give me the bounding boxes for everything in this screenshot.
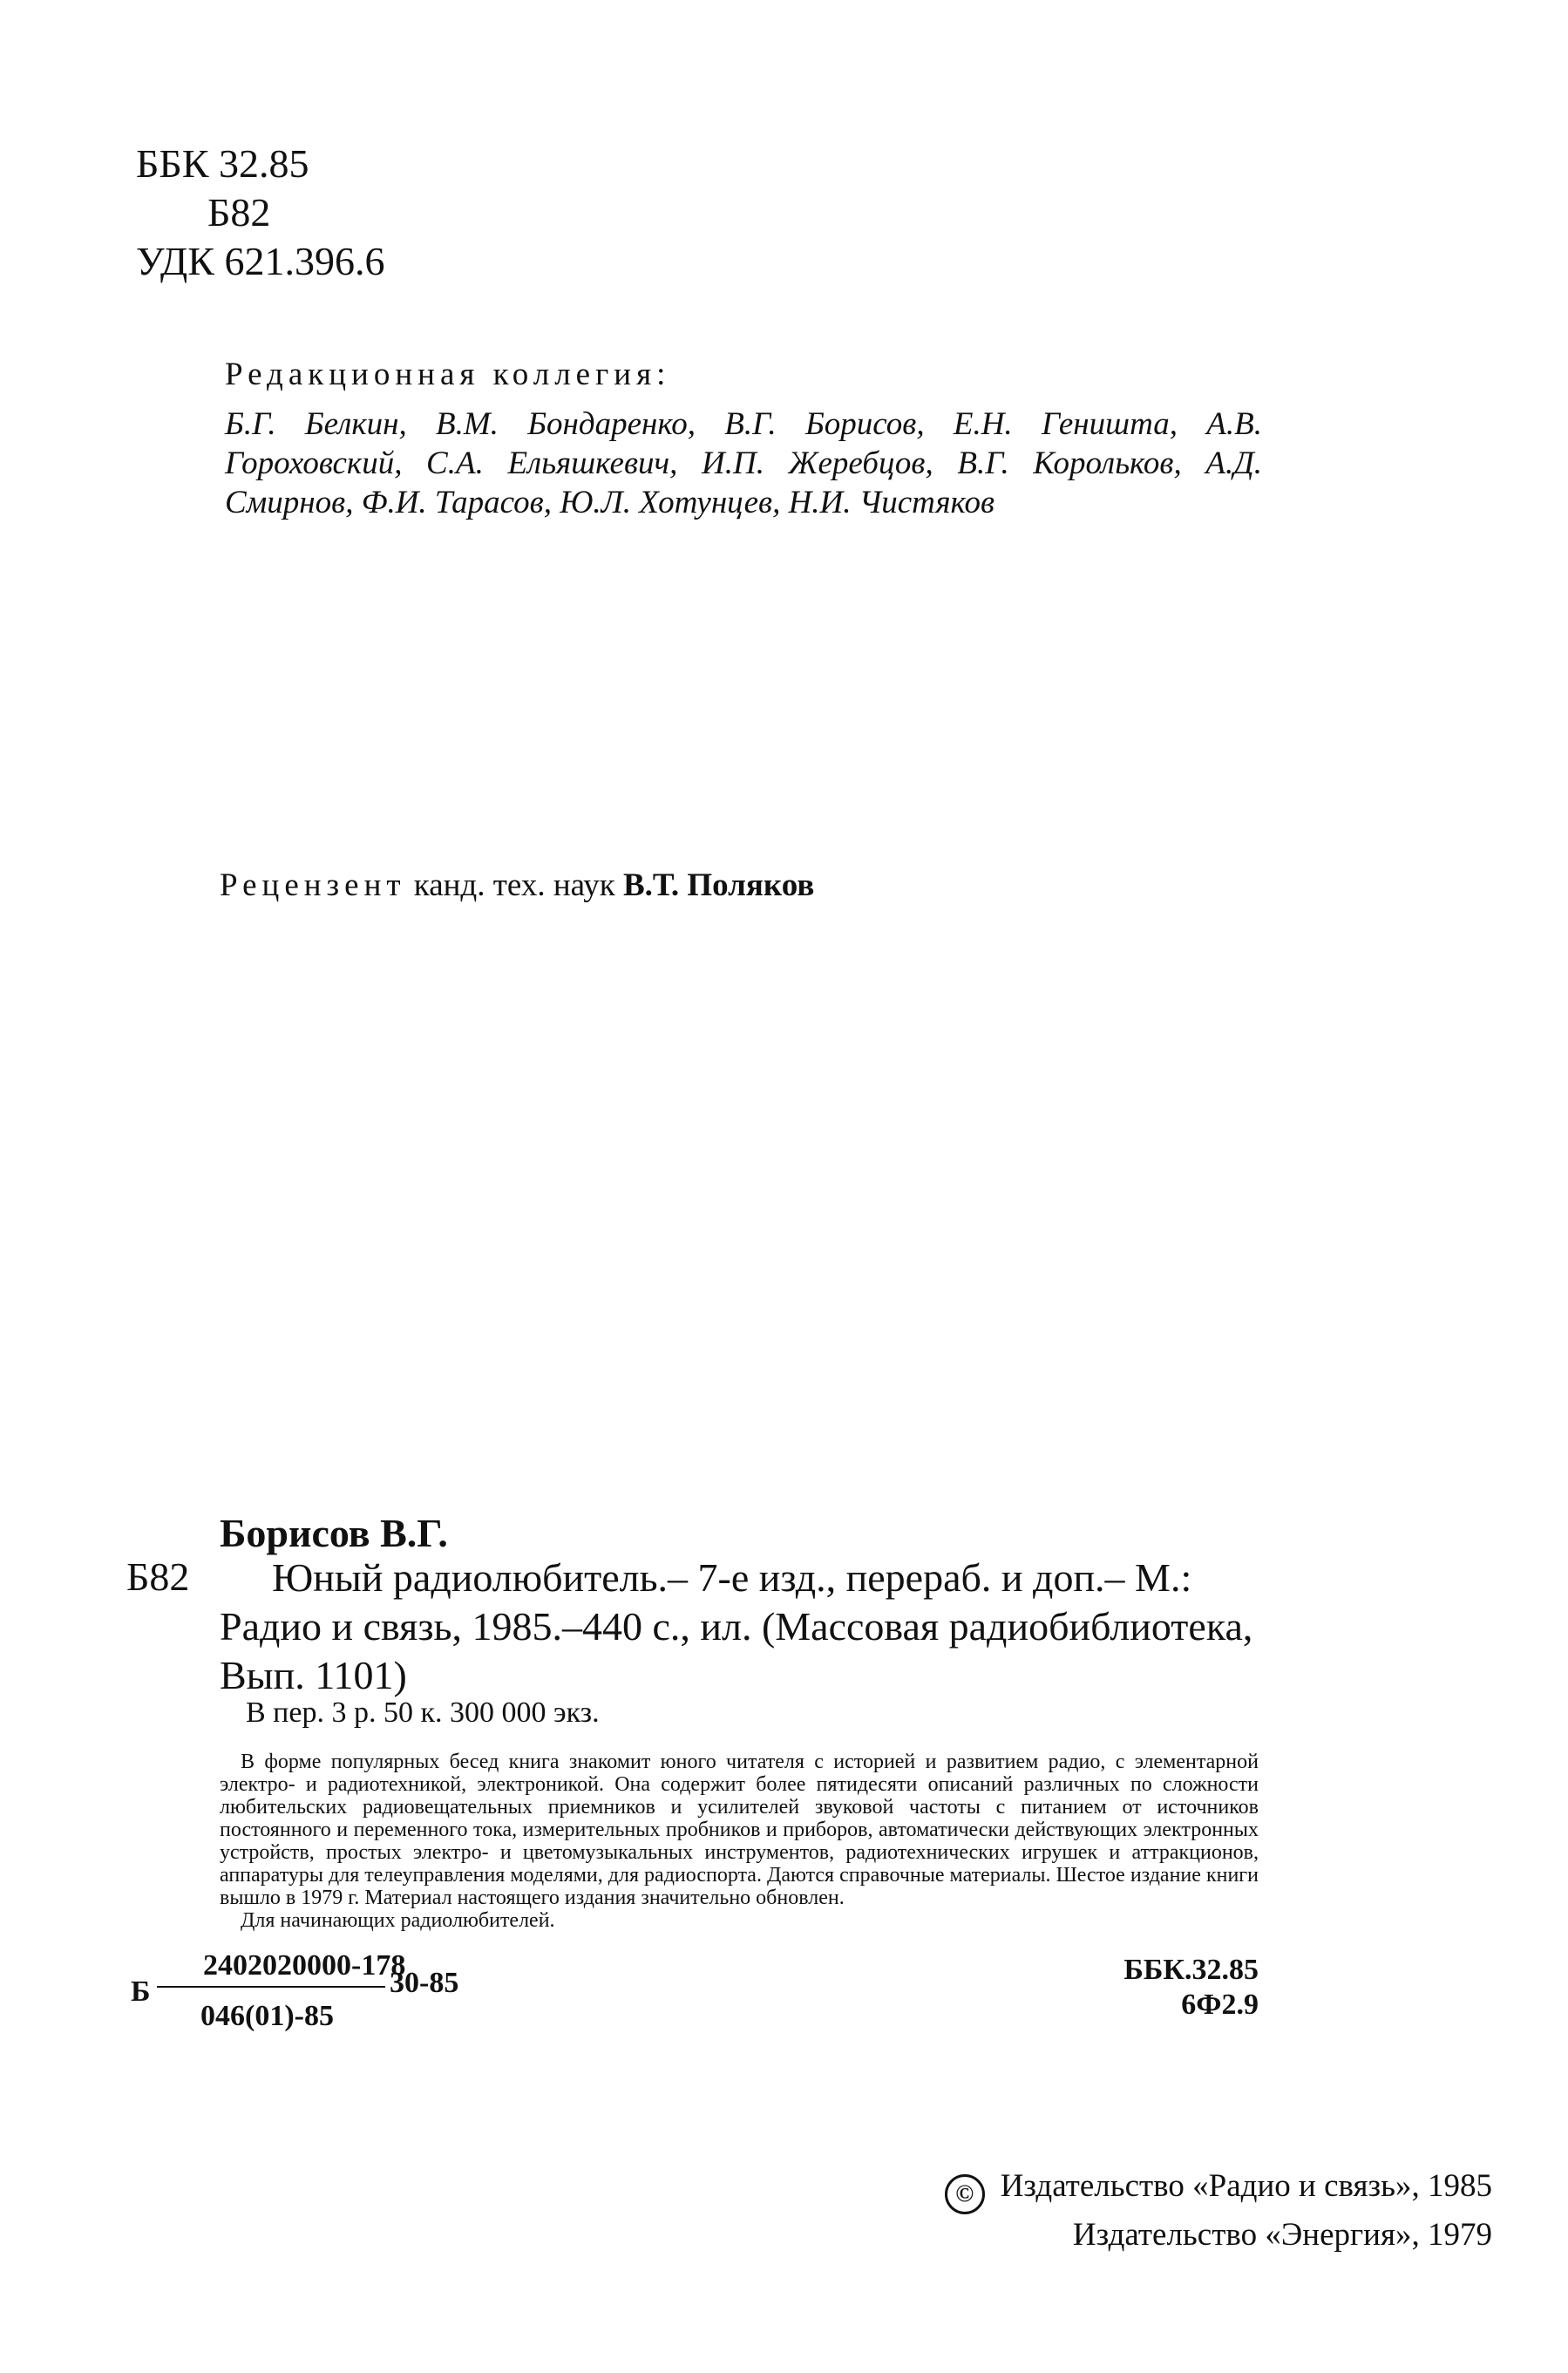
reviewer-label: Рецензент bbox=[220, 867, 406, 903]
copyright-line-2: Издательство «Энергия», 1979 bbox=[1072, 2217, 1492, 2253]
author-mark: Б82 bbox=[207, 190, 271, 235]
bbk-code: ББК 32.85 bbox=[136, 141, 309, 186]
bbk-block bbox=[1107, 1953, 1259, 2023]
card-title-rest: Радио и связь, 1985.–440 с., ил. (Массовая радиобиблиотека, Вып. 1101) bbox=[220, 1604, 1253, 1697]
annotation bbox=[220, 1751, 1259, 1932]
index-suffix: 30-85 bbox=[390, 1967, 459, 1999]
editorial-board-title: Редакционная коллегия: bbox=[225, 357, 671, 392]
fraction-line bbox=[157, 1986, 385, 1988]
card-mark: Б82 bbox=[126, 1554, 190, 1599]
card-title bbox=[220, 1554, 1259, 1700]
bbk-right-code: ББК.32.85 bbox=[1123, 1954, 1259, 1986]
audience-text: Для начинающих радиолюбителей. bbox=[241, 1909, 555, 1932]
index-prefix: Б bbox=[131, 1975, 151, 2008]
annotation-text: В форме популярных бесед книга знакомит юного читателя с историей и развитием радио, с элементарной электро- и радиотехникой, электроникой. Она содержит более пятидесяти описаний различных по сложности любительских радиовещательных приемников и усилителей звуковой частоты с питанием от источников постоянного и переменного тока, измерительных пробников и приборов, автоматически действующих электронных устройств, простых электро- и цветомузыкальных инструментов, радиотехнических игрушек и аттракционов, аппаратуры для телеуправления моделями, для радиоспорта. Даются справочные материалы. Шестое издание книги вышло в 1979 г. Материал настоящего издания значительно обновлен. bbox=[220, 1751, 1259, 1909]
classification-codes bbox=[136, 139, 384, 286]
index-numerator: 2402020000-178 bbox=[203, 1949, 406, 1982]
copyright-block bbox=[906, 2166, 1492, 2256]
reviewer-line bbox=[220, 867, 814, 904]
reviewer-degree: канд. тех. наук bbox=[413, 867, 615, 903]
index-denominator: 046(01)-85 bbox=[200, 2000, 334, 2032]
card-title-line-1: Юный радиолюбитель.– 7-е изд., перераб. и доп.– М.: bbox=[272, 1555, 1192, 1600]
copyright-line-1 bbox=[906, 2166, 1492, 2214]
copyright-icon: © bbox=[945, 2174, 985, 2214]
reviewer-name: В.Т. Поляков bbox=[622, 867, 815, 903]
editorial-board-members: Б.Г. Белкин, В.М. Бондаренко, В.Г. Борисов, Е.Н. Геништа, А.В. Гороховский, С.А. Ельяшкевич, И.П. Жеребцов, В.Г. Корольков, А.Д. Смирнов, Ф.И. Тарасов, Ю.Л. Хотунцев, Н.И. Чистяков bbox=[225, 406, 1262, 520]
card-author: Борисов В.Г. bbox=[220, 1511, 448, 1555]
bbk-right-sub: 6Ф2.9 bbox=[1181, 1989, 1259, 2021]
price-line: В пер. 3 р. 50 к. 300 000 экз. bbox=[246, 1696, 600, 1729]
udk-code: УДК 621.396.6 bbox=[136, 239, 385, 283]
copyright-text-1: Издательство «Радио и связь», 1985 bbox=[1000, 2168, 1492, 2204]
